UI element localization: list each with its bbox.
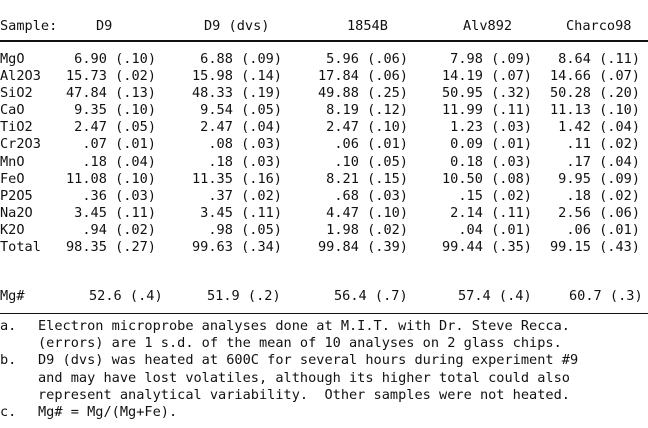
row-label: SiO2 [0,85,33,102]
table-cell: 14.19 (.07) [441,68,532,85]
row-label: Mg# [0,288,25,304]
row-label: Na2O [0,204,33,221]
table-cell: .17 (.04) [566,153,640,170]
column-header-1854b: 1854B [347,18,388,34]
row-label: Cr2O3 [0,136,41,153]
table-cell: 60.7 (.3) [569,288,643,304]
table-cell: 99.84 (.39) [317,239,408,256]
table-cell: 14.66 (.07) [549,68,640,85]
table-cell: 3.45 (.11) [74,204,156,221]
table-cell: 50.28 (.20) [549,85,640,102]
table-cell: .10 (.05) [334,153,408,170]
table-cell: .18 (.02) [566,187,640,204]
table-cell: 9.54 (.05) [200,102,282,119]
table-cell: 8.64 (.11) [558,51,640,67]
table-cell: 2.56 (.06) [558,204,640,221]
table-cell: .36 (.03) [82,187,156,204]
table-cell: 11.13 (.10) [549,102,640,119]
table-cell: .94 (.02) [82,221,156,238]
table-row [0,51,648,68]
table-cell: .08 (.03) [208,136,282,153]
table-cell: 6.88 (.09) [200,51,282,67]
table-cell: 11.99 (.11) [441,102,532,119]
table-cell: .18 (.03) [208,153,282,170]
table-cell: 2.47 (.10) [326,119,408,136]
table-cell: .98 (.05) [208,221,282,238]
table-cell: 48.33 (.19) [191,85,282,102]
table-body [0,51,648,256]
table-cell: 99.63 (.34) [191,239,282,256]
table-header [0,16,648,36]
table-row [0,85,648,102]
table-cell: 2.14 (.11) [450,204,532,221]
table-row [0,205,648,222]
table-cell: .04 (.01) [458,221,532,238]
table-cell: 17.84 (.06) [317,68,408,85]
table-cell: 11.08 (.10) [65,170,156,187]
table-row [0,119,648,136]
table-cell: 3.45 (.11) [200,204,282,221]
table-row [0,239,648,256]
footnote-marker: a. [0,318,17,334]
column-header-d9-dvs: D9 (dvs) [204,18,270,34]
table-cell: .37 (.02) [208,187,282,204]
table-cell: .68 (.03) [334,187,408,204]
row-label: MgO [0,51,25,67]
footnote-text: Mg# = Mg/(Mg+Fe). [38,404,178,421]
table-row [0,154,648,171]
row-label: FeO [0,170,25,187]
table-cell: 7.98 (.09) [450,51,532,67]
table-cell: 0.18 (.03) [450,153,532,170]
row-label: CaO [0,102,25,119]
column-header-charco98: Charco98 [566,18,632,34]
table-cell: 98.35 (.27) [65,239,156,256]
row-label: TiO2 [0,119,33,136]
row-label: K2O [0,221,25,238]
row-label: Total [0,239,41,256]
table-cell: 6.90 (.10) [74,51,156,67]
table-cell: 9.35 (.10) [74,102,156,119]
table-cell: 15.98 (.14) [191,68,282,85]
row-label: P2O5 [0,187,33,204]
table-cell: 8.19 (.12) [326,102,408,119]
mg-number-row [0,287,648,305]
table-cell: 2.47 (.05) [74,119,156,136]
footnote-marker: b. [0,352,17,369]
header-label: Sample: [0,18,58,34]
column-header-d9: D9 [96,18,113,34]
footnote [0,318,648,352]
table-cell: 99.15 (.43) [549,239,640,256]
column-header-alv892: Alv892 [463,18,513,34]
table-cell: 15.73 (.02) [65,68,156,85]
table-cell: 5.96 (.06) [326,51,408,67]
table-row [0,222,648,239]
table-cell: 4.47 (.10) [326,204,408,221]
table-row [0,68,648,85]
table-cell: 1.23 (.03) [450,119,532,136]
table-row [0,171,648,188]
table-cell: 1.42 (.04) [558,119,640,136]
footnote-text: Electron microprobe analyses done at M.I.T. with Dr. Steve Recca. (errors) are 1 s.d. of the mean of 10 analyses on 2 glass chips. [38,318,570,352]
footnotes [0,318,648,421]
footnote [0,352,648,404]
row-label: Al2O3 [0,68,41,85]
table-cell: 99.44 (.35) [441,239,532,256]
table-cell: .07 (.01) [82,136,156,153]
table-cell: 49.88 (.25) [317,85,408,102]
table-cell: .11 (.02) [566,136,640,153]
footnote-rule [0,313,648,314]
table-cell: 2.47 (.04) [200,119,282,136]
footnote [0,404,648,421]
table-cell: 1.98 (.02) [326,221,408,238]
table-cell: 56.4 (.7) [334,288,408,304]
table-row [0,136,648,153]
table-cell: .15 (.02) [458,187,532,204]
footnote-marker: c. [0,404,17,421]
table-cell: 57.4 (.4) [458,288,532,304]
table-cell: 51.9 (.2) [207,288,281,304]
table-cell: 50.95 (.32) [441,85,532,102]
table-cell: 8.21 (.15) [326,170,408,187]
header-rule [0,40,648,42]
table-cell: 47.84 (.13) [65,85,156,102]
footnote-text: D9 (dvs) was heated at 600C for several hours during experiment #9 and may have lost volatiles, although its higher total could also represent analytical variability. Other samples were not heated. [38,352,579,403]
table-row [0,102,648,119]
row-label: MnO [0,153,25,170]
table-cell: .06 (.01) [334,136,408,153]
table-row [0,188,648,205]
table-cell: .06 (.01) [566,221,640,238]
table-cell: 9.95 (.09) [558,170,640,187]
table-cell: .18 (.04) [82,153,156,170]
table-cell: 0.09 (.01) [450,136,532,153]
table-cell: 11.35 (.16) [191,170,282,187]
table-cell: 10.50 (.08) [441,170,532,187]
table-cell: 52.6 (.4) [89,288,163,304]
